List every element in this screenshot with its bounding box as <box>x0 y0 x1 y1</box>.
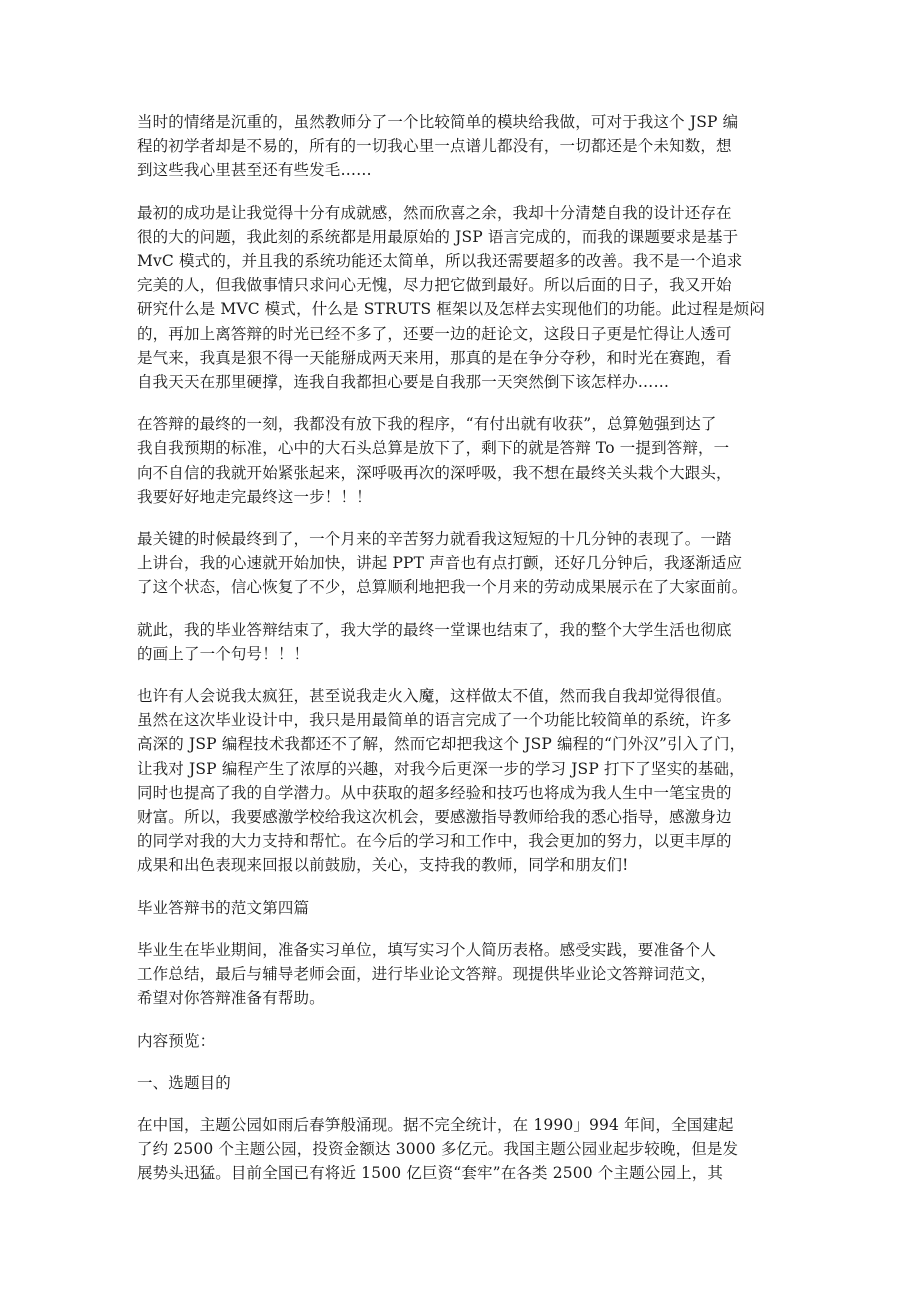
text-line: 虽然在这次毕业设计中，我只是用最简单的语言完成了一个功能比较简单的系统，许多 <box>137 711 732 730</box>
text-line: 成果和出色表现来回报以前鼓励，关心，支持我的教师，同学和朋友们! <box>137 856 629 875</box>
text-line: 同时也提高了我的自学潜力。从中获取的超多经验和技巧也将成为我人生中一笔宝贵的 <box>137 783 732 802</box>
last-paragraph <box>137 1113 785 1186</box>
text-line: 到这些我心里甚至还有些发毛…… <box>137 161 372 180</box>
paragraph-3 <box>137 412 785 509</box>
text-line: 程的初学者却是不易的，所有的一切我心里一点谱儿都没有，一切都还是个未知数，想 <box>137 137 732 156</box>
subsection-title: 一、选题目的 <box>137 1073 231 1092</box>
paragraph-4 <box>137 527 785 600</box>
text-line: 完美的人，但我做事情只求问心无愧，尽力把它做到最好。所以后面的日子，我又开始 <box>137 276 732 295</box>
text-line: 当时的情绪是沉重的，虽然教师分了一个比较简单的模块给我做，可对于我这个 JSP 编 <box>137 113 739 131</box>
text-line: 很的大的问题，我此刻的系统都是用最原始的 JSP 语言完成的，而我的课题要求是基于 <box>137 227 739 246</box>
text-line: MvC 模式的，并且我的系统功能还太简单，所以我还需要超多的改善。我不是一个追求 <box>137 252 743 271</box>
text-line: 让我对 JSP 编程产生了浓厚的兴趣，对我今后更深一步的学习 JSP 打下了坚实的基础， <box>137 759 745 778</box>
text-line: 了约 2500 个主题公园，投资金额达 3000 多亿元。我国主题公园业起步较晚，但是发 <box>137 1140 739 1159</box>
text-line: 的画上了一个句号！！！ <box>137 644 310 663</box>
text-line: 毕业生在毕业期间，准备实习单位，填写实习个人简历表格。感受实践，要准备个人 <box>137 940 717 959</box>
text-line: 的，再加上离答辩的时光已经不多了，还要一边的赶论文，这段日子更是忙得让人透可 <box>137 324 732 343</box>
text-line: 研究什么是 MVC 模式，什么是 STRUTS 框架以及怎样去实现他们的功能。此过程是烦闷 <box>137 300 766 319</box>
text-line: 在答辩的最终的一刻，我都没有放下我的程序，“有付出就有收获”，总算勉强到达了 <box>137 415 717 434</box>
intro-paragraph <box>137 938 785 1011</box>
text-line: 我要好好地走完最终这一步！！！ <box>137 487 372 506</box>
text-line: 最关键的时候最终到了，一个月来的辛苦努力就看我这短短的十几分钟的表现了。一踏 <box>137 530 732 549</box>
section-title: 毕业答辩书的范文第四篇 <box>137 898 310 917</box>
text-line: 上讲台，我的心速就开始加快，讲起 PPT 声音也有点打颤，还好几分钟后，我逐渐适应 <box>137 554 743 573</box>
text-line: 最初的成功是让我觉得十分有成就感，然而欣喜之余，我却十分清楚自我的设计还存在 <box>137 203 732 222</box>
text-line: 的同学对我的大力支持和帮忙。在今后的学习和工作中，我会更加的努力，以更丰厚的 <box>137 832 732 851</box>
paragraph-6 <box>137 684 785 878</box>
text-line: 了这个状态，信心恢复了不少，总算顺利地把我一个月来的劳动成果展示在了大家面前。 <box>137 578 748 597</box>
text-line: 是气来，我真是狠不得一天能掰成两天来用，那真的是在争分夺秒，和时光在赛跑，看 <box>137 348 732 367</box>
text-line: 我自我预期的标准，心中的大石头总算是放下了，剩下的就是答辩 To 一提到答辩，一 <box>137 439 730 458</box>
document-body <box>137 110 785 1204</box>
text-line: 也许有人会说我太疯狂，甚至说我走火入魔，这样做太不值，然而我自我却觉得很值。 <box>137 687 732 706</box>
preview-label: 内容预览： <box>137 1031 216 1050</box>
paragraph-5 <box>137 618 785 666</box>
text-line: 高深的 JSP 编程技术我都还不了解，然而它却把我这个 JSP 编程的“门外汉”引入了门， <box>137 735 746 754</box>
text-line: 展势头迅猛。目前全国已有将近 1500 亿巨资“套牢”在各类 2500 个主题公园上，其 <box>137 1164 724 1183</box>
text-line: 就此，我的毕业答辩结束了，我大学的最终一堂课也结束了，我的整个大学生活也彻底 <box>137 620 732 639</box>
text-line: 在中国，主题公园如雨后春笋般涌现。据不完全统计，在 1990」994 年间，全国建起 <box>137 1115 734 1134</box>
text-line: 工作总结，最后与辅导老师会面，进行毕业论文答辩。现提供毕业论文答辩词范文， <box>137 965 717 984</box>
text-line: 希望对你答辩准备有帮助。 <box>137 989 325 1008</box>
paragraph-1 <box>137 110 785 183</box>
text-line: 自我天天在那里硬撑，连我自我都担心要是自我那一天突然倒下该怎样办…… <box>137 373 670 392</box>
paragraph-2 <box>137 201 785 395</box>
text-line: 向不自信的我就开始紧张起来，深呼吸再次的深呼吸，我不想在最终关头栽个大跟头， <box>137 463 732 482</box>
text-line: 财富。所以，我要感激学校给我这次机会，要感激指导教师给我的悉心指导，感激身边 <box>137 808 732 827</box>
